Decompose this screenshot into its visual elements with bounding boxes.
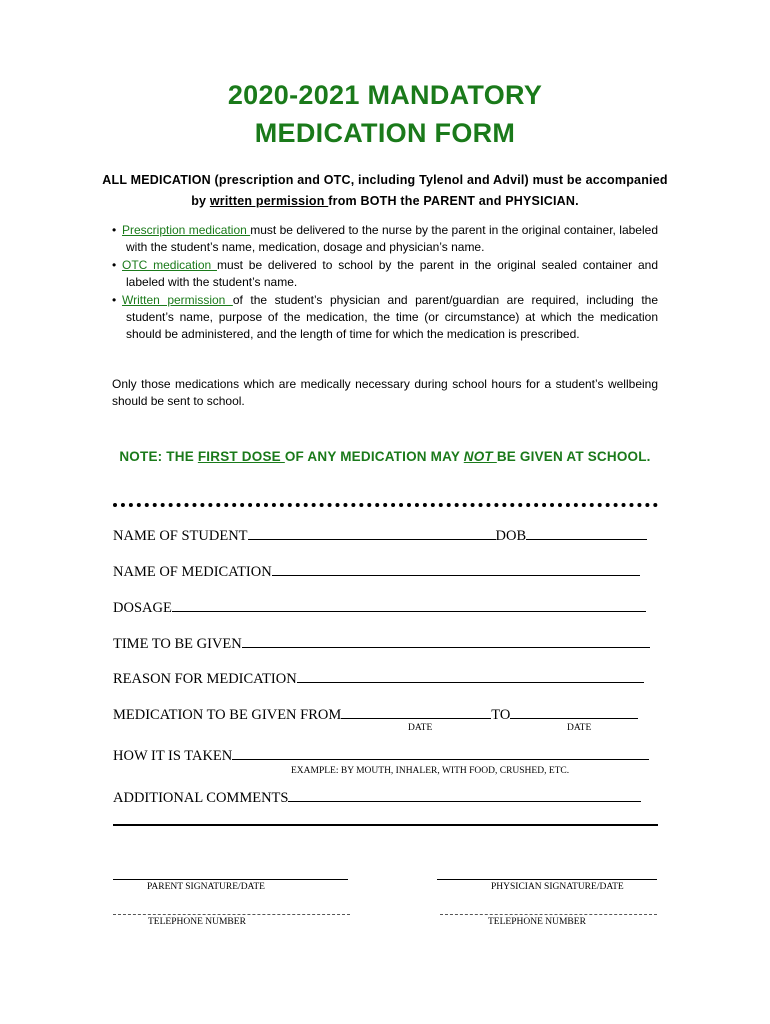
medication-name-field[interactable] bbox=[272, 562, 640, 576]
to-date-field[interactable] bbox=[510, 705, 638, 719]
requirements-list bbox=[112, 222, 658, 344]
reason-row bbox=[113, 669, 644, 688]
student-name-row bbox=[113, 526, 647, 545]
comments-label: ADDITIONAL COMMENTS bbox=[113, 790, 289, 806]
reason-label: REASON FOR MEDICATION bbox=[113, 671, 297, 687]
form-title-line-1: 2020-2021 MANDATORY bbox=[227, 80, 543, 110]
parent-phone-field[interactable] bbox=[113, 914, 350, 915]
intro-statement bbox=[100, 170, 670, 212]
dotted-separator bbox=[113, 503, 658, 507]
bullet-icon: • bbox=[112, 223, 117, 237]
bullet-text: of the student’s physician and parent/guardian are required, including the student’s name, purpose of the medication, the time (or circumstance) at which the medication should be administered, and the length of time for which the medication is prescribed. bbox=[126, 292, 659, 342]
dosage-label: DOSAGE bbox=[113, 600, 172, 616]
to-date-caption: DATE bbox=[567, 723, 592, 733]
reason-field[interactable] bbox=[297, 669, 644, 683]
physician-phone-field[interactable] bbox=[440, 914, 657, 915]
first-dose-note bbox=[100, 446, 670, 467]
to-label: TO bbox=[491, 707, 511, 723]
from-date-caption: DATE bbox=[408, 723, 433, 733]
bullet-icon: • bbox=[112, 292, 117, 307]
parent-signature-label: PARENT SIGNATURE/DATE bbox=[147, 882, 265, 892]
parent-signature-field[interactable] bbox=[113, 879, 348, 880]
how-taken-example: EXAMPLE: BY MOUTH, INHALER, WITH FOOD, CRUSHED, ETC. bbox=[291, 766, 570, 776]
bullet-text: must be delivered to school by the parent in the original sealed container and labeled with the student’s name. bbox=[126, 257, 658, 290]
parent-phone-label: TELEPHONE NUMBER bbox=[148, 917, 246, 927]
note-underlined: FIRST DOSE bbox=[197, 449, 285, 464]
intro-text-1: ALL MEDICATION (prescription and OTC, including Tylenol and Advil) must be accompanied by bbox=[102, 173, 668, 208]
how-taken-row bbox=[113, 746, 649, 765]
student-name-label: NAME OF STUDENT bbox=[113, 528, 248, 544]
student-name-field[interactable] bbox=[248, 526, 496, 540]
medication-name-label: NAME OF MEDICATION bbox=[113, 564, 272, 580]
dates-row bbox=[113, 705, 638, 724]
bullet-heading: Prescription medication bbox=[122, 223, 251, 237]
comments-row bbox=[113, 788, 641, 807]
medication-name-row bbox=[113, 562, 640, 581]
bullet-heading: Written permission bbox=[122, 292, 233, 307]
form-title-line-2: MEDICATION FORM bbox=[254, 118, 516, 148]
time-row bbox=[113, 634, 650, 653]
dosage-field[interactable] bbox=[172, 598, 646, 612]
list-item bbox=[102, 292, 658, 344]
physician-signature-label: PHYSICIAN SIGNATURE/DATE bbox=[491, 882, 624, 892]
from-label: MEDICATION TO BE GIVEN FROM bbox=[113, 707, 342, 723]
note-text-1: NOTE: THE bbox=[119, 449, 198, 464]
comments-field[interactable] bbox=[288, 788, 641, 802]
from-date-field[interactable] bbox=[341, 705, 491, 719]
bullet-text: must be delivered to the nurse by the parent in the original container, labeled with the student’s name, medication, dosage and physician’s name. bbox=[126, 223, 658, 255]
bullet-heading: OTC medication bbox=[122, 257, 217, 272]
list-item bbox=[102, 257, 658, 292]
time-label: TIME TO BE GIVEN bbox=[113, 636, 242, 652]
comments-underline bbox=[113, 824, 658, 826]
list-item bbox=[102, 222, 658, 257]
physician-phone-label: TELEPHONE NUMBER bbox=[488, 917, 586, 927]
note-text-3: BE GIVEN AT SCHOOL. bbox=[496, 449, 651, 464]
dosage-row bbox=[113, 598, 646, 617]
dob-label: DOB bbox=[495, 528, 527, 544]
dob-field[interactable] bbox=[526, 526, 647, 540]
time-field[interactable] bbox=[242, 634, 650, 648]
note-text-2: OF ANY MEDICATION MAY bbox=[284, 449, 464, 464]
note-not-emphasis: NOT bbox=[463, 449, 497, 464]
physician-signature-field[interactable] bbox=[437, 879, 657, 880]
intro-text-2: from BOTH the PARENT and PHYSICIAN. bbox=[328, 194, 579, 208]
how-taken-field[interactable] bbox=[232, 746, 649, 760]
necessity-paragraph: Only those medications which are medically necessary during school hours for a student’s wellbeing should be sent to school. bbox=[112, 377, 658, 409]
intro-underlined: written permission bbox=[209, 194, 329, 208]
bullet-icon: • bbox=[112, 257, 117, 272]
how-taken-label: HOW IT IS TAKEN bbox=[113, 748, 233, 764]
